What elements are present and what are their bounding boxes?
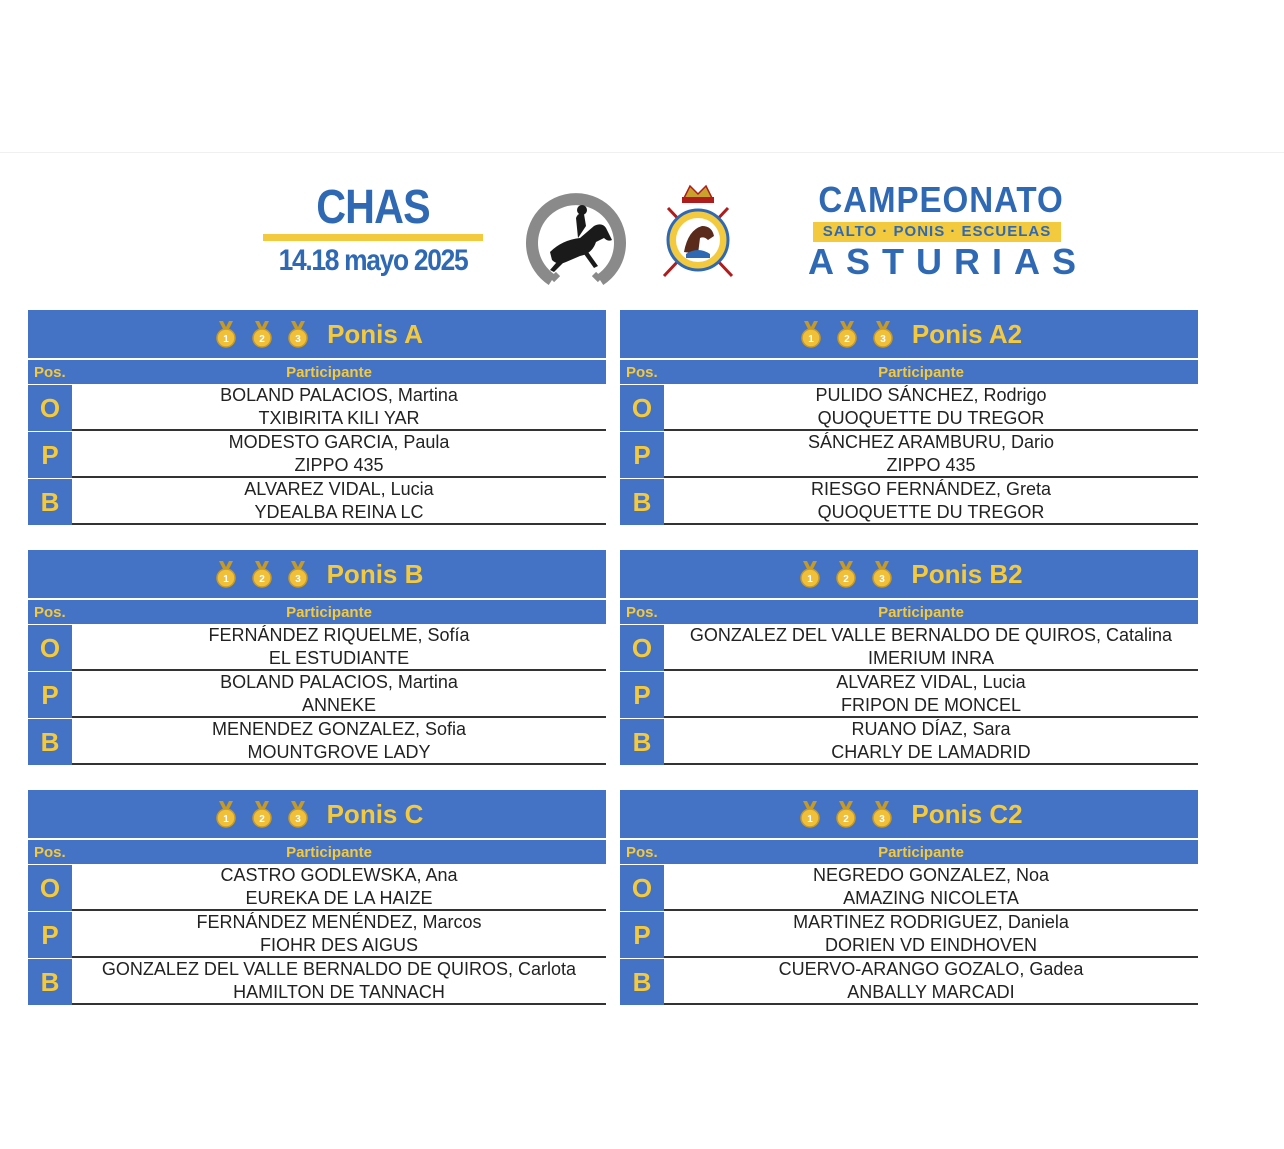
position-medal: P <box>28 431 72 478</box>
medal-1-icon <box>795 559 825 589</box>
medals-group <box>795 799 897 829</box>
svg-text:3: 3 <box>879 814 886 825</box>
result-info <box>664 864 1198 911</box>
svg-text:2: 2 <box>844 334 850 345</box>
rider-name: NEGREDO GONZALEZ, Noa <box>812 864 1050 885</box>
svg-text:1: 1 <box>222 814 229 825</box>
svg-text:3: 3 <box>294 574 301 585</box>
rider-name: ALVAREZ VIDAL, Lucia <box>244 478 434 499</box>
medals-group <box>211 559 313 589</box>
results-panel <box>28 790 606 1005</box>
result-info <box>664 911 1198 958</box>
svg-text:1: 1 <box>807 814 814 825</box>
svg-text:1: 1 <box>223 334 229 345</box>
position-medal: B <box>620 958 664 1005</box>
horse-name: ANNEKE <box>301 694 377 715</box>
position-medal: B <box>28 718 72 765</box>
medal-3-icon <box>867 799 897 829</box>
position-medal: O <box>28 384 72 431</box>
medal-1-icon <box>796 319 826 349</box>
panel-header <box>620 310 1198 358</box>
position-medal: O <box>620 624 664 671</box>
campeonato-title: CAMPEONATO <box>818 179 1064 220</box>
svg-text:3: 3 <box>879 574 886 585</box>
result-row <box>620 671 1198 718</box>
position-medal: O <box>620 384 664 431</box>
panel-title: Ponis C2 <box>911 798 1023 829</box>
horse-name: IMERIUM INRA <box>868 647 994 668</box>
rider-name: GONZALEZ DEL VALLE BERNALDO DE QUIROS, Catalina <box>689 624 1173 645</box>
result-info <box>72 431 606 478</box>
horse-name: QUOQUETTE DU TREGOR <box>817 501 1045 522</box>
result-info <box>72 624 606 671</box>
panel-title: Ponis A <box>327 318 423 349</box>
panel-title: Ponis C <box>326 798 424 829</box>
result-info <box>72 911 606 958</box>
participant-label: Participante <box>286 603 372 621</box>
horse-name: FRIPON DE MONCEL <box>840 694 1022 715</box>
participant-label: Participante <box>286 843 372 861</box>
chas-date: 14.18 mayo 2025 <box>278 244 468 277</box>
result-row <box>28 624 606 671</box>
results-panel <box>28 550 606 765</box>
panel-title: Ponis A2 <box>911 318 1023 349</box>
rider-name: BOLAND PALACIOS, Martina <box>220 384 458 405</box>
svg-text:1: 1 <box>808 334 814 345</box>
svg-text:2: 2 <box>843 574 850 585</box>
results-panel <box>620 550 1198 765</box>
medal-2-icon <box>832 319 862 349</box>
pos-label: Pos. <box>626 603 658 621</box>
result-info <box>664 718 1198 765</box>
svg-text:3: 3 <box>880 334 886 345</box>
result-row <box>28 431 606 478</box>
panel-header <box>28 550 606 598</box>
pos-label: Pos. <box>34 363 66 381</box>
participant-label: Participante <box>878 363 964 381</box>
royal-crest-logo-icon <box>658 180 738 284</box>
campeonato-header <box>808 179 1089 282</box>
horse-name: ANBALLY MARCADI <box>847 981 1015 1002</box>
panel-column-header <box>620 838 1198 864</box>
result-row <box>620 431 1198 478</box>
horse-jumping-logo-icon <box>522 182 628 288</box>
rider-name: RUANO DÍAZ, Sara <box>851 718 1011 739</box>
result-row <box>28 958 606 1005</box>
svg-text:2: 2 <box>258 814 265 825</box>
result-row <box>28 911 606 958</box>
position-medal: O <box>28 864 72 911</box>
result-info <box>72 958 606 1005</box>
results-panel <box>620 310 1198 525</box>
position-medal: O <box>28 624 72 671</box>
panel-header <box>28 310 606 358</box>
results-panel <box>620 790 1198 1005</box>
result-info <box>664 671 1198 718</box>
chas-header <box>262 182 484 281</box>
medal-2-icon <box>247 319 277 349</box>
rider-name: PULIDO SÁNCHEZ, Rodrigo <box>815 384 1047 405</box>
result-row <box>620 958 1198 1005</box>
result-row <box>620 718 1198 765</box>
position-medal: B <box>28 478 72 525</box>
result-row <box>28 478 606 525</box>
svg-text:2: 2 <box>259 334 265 345</box>
svg-text:3: 3 <box>295 334 301 345</box>
participant-label: Participante <box>878 603 964 621</box>
medal-3-icon <box>867 559 897 589</box>
result-row <box>620 864 1198 911</box>
medal-2-icon <box>247 559 277 589</box>
pos-label: Pos. <box>626 843 658 861</box>
rider-name: FERNÁNDEZ MENÉNDEZ, Marcos <box>196 911 482 932</box>
panel-header <box>620 550 1198 598</box>
results-panel <box>28 310 606 525</box>
panel-column-header <box>28 838 606 864</box>
rider-name: MODESTO GARCIA, Paula <box>228 431 450 452</box>
result-row <box>28 671 606 718</box>
result-info <box>72 718 606 765</box>
campeonato-subtitle: SALTO · PONIS · ESCUELAS <box>813 222 1061 242</box>
position-medal: O <box>620 864 664 911</box>
panel-column-header <box>28 358 606 384</box>
panel-header <box>28 790 606 838</box>
medal-1-icon <box>795 799 825 829</box>
horse-name: ZIPPO 435 <box>294 454 384 475</box>
result-info <box>664 431 1198 478</box>
result-info <box>664 384 1198 431</box>
medals-group <box>795 559 897 589</box>
horse-name: MOUNTGROVE LADY <box>247 741 431 762</box>
rider-name: MENENDEZ GONZALEZ, Sofia <box>211 718 467 739</box>
svg-text:2: 2 <box>843 814 850 825</box>
participant-label: Participante <box>286 363 372 381</box>
result-row <box>620 911 1198 958</box>
horse-name: HAMILTON DE TANNACH <box>233 981 445 1002</box>
medal-3-icon <box>283 799 313 829</box>
result-info <box>664 624 1198 671</box>
position-medal: P <box>28 671 72 718</box>
horse-name: EL ESTUDIANTE <box>268 647 410 668</box>
horse-name: AMAZING NICOLETA <box>843 887 1019 908</box>
position-medal: B <box>620 478 664 525</box>
medal-1-icon <box>211 559 241 589</box>
rider-name: CASTRO GODLEWSKA, Ana <box>220 864 458 885</box>
position-medal: P <box>620 431 664 478</box>
chas-title: CHAS <box>316 181 430 234</box>
medal-2-icon <box>831 799 861 829</box>
pos-label: Pos. <box>34 843 66 861</box>
panel-title: Ponis B2 <box>911 558 1023 589</box>
result-info <box>664 958 1198 1005</box>
horse-name: EUREKA DE LA HAIZE <box>245 887 433 908</box>
panel-column-header <box>620 598 1198 624</box>
rider-name: RIESGO FERNÁNDEZ, Greta <box>810 478 1052 499</box>
pos-label: Pos. <box>34 603 66 621</box>
medal-2-icon <box>247 799 277 829</box>
svg-text:1: 1 <box>807 574 814 585</box>
result-row <box>620 624 1198 671</box>
rider-name: SÁNCHEZ ARAMBURU, Dario <box>807 431 1055 452</box>
result-info <box>72 864 606 911</box>
rider-name: CUERVO-ARANGO GOZALO, Gadea <box>778 958 1084 979</box>
horse-name: CHARLY DE LAMADRID <box>831 741 1031 762</box>
result-info <box>72 384 606 431</box>
medal-1-icon <box>211 799 241 829</box>
position-medal: B <box>28 958 72 1005</box>
rider-name: GONZALEZ DEL VALLE BERNALDO DE QUIROS, Carlota <box>101 958 577 979</box>
panel-column-header <box>28 598 606 624</box>
rider-name: FERNÁNDEZ RIQUELME, Sofía <box>208 624 470 645</box>
campeonato-place: ASTURIAS <box>808 241 1089 282</box>
svg-text:1: 1 <box>222 574 229 585</box>
position-medal: P <box>620 671 664 718</box>
svg-text:2: 2 <box>258 574 265 585</box>
rider-name: MARTINEZ RODRIGUEZ, Daniela <box>793 911 1069 932</box>
medal-3-icon <box>868 319 898 349</box>
result-row <box>28 384 606 431</box>
participant-label: Participante <box>878 843 964 861</box>
horse-name: YDEALBA REINA LC <box>254 501 424 522</box>
rider-name: BOLAND PALACIOS, Martina <box>220 671 458 692</box>
medal-3-icon <box>283 559 313 589</box>
top-divider <box>0 152 1284 153</box>
medals-group <box>211 319 313 349</box>
medal-2-icon <box>831 559 861 589</box>
position-medal: P <box>620 911 664 958</box>
chas-underline <box>263 234 483 241</box>
result-info <box>72 478 606 525</box>
position-medal: B <box>620 718 664 765</box>
result-row <box>620 384 1198 431</box>
pos-label: Pos. <box>626 363 658 381</box>
horse-name: TXIBIRITA KILI YAR <box>258 407 420 428</box>
rider-name: ALVAREZ VIDAL, Lucia <box>836 671 1026 692</box>
medal-3-icon <box>283 319 313 349</box>
medal-1-icon <box>211 319 241 349</box>
result-info <box>664 478 1198 525</box>
result-row <box>620 478 1198 525</box>
horse-name: QUOQUETTE DU TREGOR <box>817 407 1045 428</box>
result-row <box>28 718 606 765</box>
position-medal: P <box>28 911 72 958</box>
svg-text:3: 3 <box>294 814 301 825</box>
result-info <box>72 671 606 718</box>
horse-name: ZIPPO 435 <box>886 454 976 475</box>
panel-header <box>620 790 1198 838</box>
medals-group <box>796 319 898 349</box>
horse-name: FIOHR DES AIGUS <box>259 934 419 955</box>
panel-title: Ponis B <box>326 558 424 589</box>
medals-group <box>211 799 313 829</box>
result-row <box>28 864 606 911</box>
horse-name: DORIEN VD EINDHOVEN <box>824 934 1038 955</box>
panel-column-header <box>620 358 1198 384</box>
